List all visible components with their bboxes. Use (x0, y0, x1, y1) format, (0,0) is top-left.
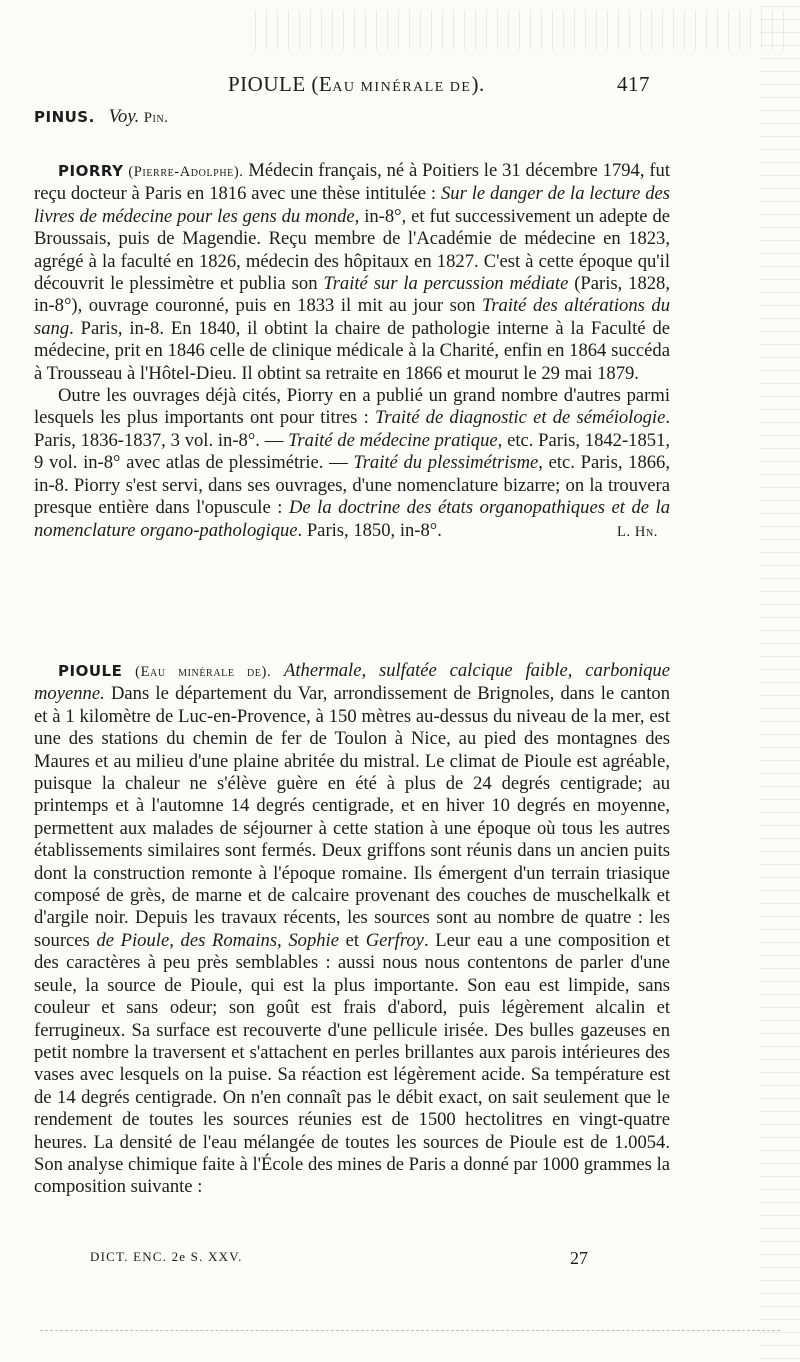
work-title: Traité du plessimétrisme (353, 452, 539, 474)
work-title: Traité de diagnostic et de séméiologie (375, 407, 666, 429)
text-run: Médecin français, né à Poitiers le 31 décembre 1794, fut reçu docteur à Paris en 1816 avec une thèse intitulée : (34, 160, 670, 205)
cross-reference-label: Voy. (108, 106, 140, 127)
headword-pioule: PIOULE (58, 662, 123, 680)
text-run: . Paris, in-8. En 1840, il obtint la chaire de pathologie interne à la Faculté de médecine, prit en 1846 celle de clinique médicale à la Charité, enfin en 1864 succéda à Trousseau à l'Hôtel-Dieu. Il obtint sa retraite en 1866 et mourut le 29 mai 1879. (34, 317, 670, 384)
entry-pioule (34, 660, 670, 1199)
cross-reference-target: Pin. (143, 110, 169, 126)
piorry-paragraph-2 (34, 385, 670, 542)
scan-noise-top (250, 10, 790, 50)
entry-pinus (34, 106, 670, 129)
gathering-number: 27 (570, 1248, 588, 1268)
piorry-paragraph-1 (34, 160, 670, 385)
headword-pinus: PINUS. (34, 108, 95, 126)
entry-piorry (34, 160, 670, 543)
scan-bottom-edge (40, 1330, 780, 1331)
scan-noise-right-edge (760, 0, 800, 1362)
text-run: (Paris, 1828, in-8°), ouvrage couronné, puis en 1833 il mit au jour son (34, 273, 670, 317)
headword-piorry: PIORRY (58, 162, 124, 180)
running-head-paren-open: (E (311, 72, 333, 96)
running-head-paren-close: ). (471, 72, 485, 96)
work-title: Traité sur la percussion médiate (323, 273, 569, 295)
signature-text: L. Hn. (616, 523, 658, 540)
running-head-smallcaps: AU MINÉRALE DE (332, 80, 472, 95)
text-run: . Paris, 1850, in-8°. (297, 519, 442, 541)
text-run: . Leur eau a une composition et des caractères à peu près semblables : aussi nous nous contentons de parler d'une seule, la source de Pioule, qui est la plus importante. Son eau est limpide, sans couleur et sans odeur; son goût est frais d'abord, puis légèrement alcalin et ferrugineux. Sa surface est recouverte d'une pellicule irisée. Des bulles gazeuses en petit nombre la traversent et s'attachent en perles brillantes aux parois intérieures des vases avec lesquels on la puise. Sa réaction est légèrement acide. Sa température est de 14 degrés centigrade. On n'en connaît pas le débit exact, on sait seulement que le rendement de toutes les sources réunies est de 1500 hectolitres en vingt-quatre heures. La densité de l'eau mélangée de toutes les sources de Pioule est de 1.0054. Son analyse chimique faite à l'École des mines de Paris a donné par 1000 grammes la composition suivante : (34, 929, 670, 1198)
work-title: Traité de médecine pratique (288, 429, 498, 451)
text-run: , etc. Paris, 1842-1851, 9 vol. in-8° avec atlas de plessimétrie. — (34, 429, 671, 474)
text-run: . Paris, 1836-1837, 3 vol. in-8°. — (34, 407, 670, 451)
piorry-full-name: (Pierre-Adolphe). (128, 164, 244, 180)
pioule-paragraph (34, 660, 670, 1199)
page-footer (90, 1248, 610, 1266)
source-names: Gerfroy (365, 929, 424, 951)
pioule-qualifier: (Eau minérale de). (135, 664, 272, 680)
text-run: Outre les ouvrages déjà cités, Piorry en a publié un grand nombre d'autres parmi lesquels les plus importants ont pour titres : (34, 385, 670, 429)
text-run: , in-8°, et fut successivement un adepte de Broussais, puis de Magendie. Reçu membre de l'Académie de médecine en 1823, agrégé à la faculté en 1826, médecin des hôpitaux en 1827. C'est à cette époque qu'il découvrit le plessimètre et publia son (34, 205, 670, 295)
pioule-classification: Athermale, sulfatée calcique faible, carbonique moyenne. (34, 660, 670, 705)
work-title: Sur le danger de la lecture des livres de médecine pour les gens du monde (34, 183, 671, 227)
signature-mark: DICT. ENC. 2e S. XXV. (90, 1249, 243, 1264)
page-number: 417 (617, 72, 650, 96)
text-run: et (338, 929, 366, 951)
text-run: , etc. Paris, 1866, in-8. Piorry s'est servi, dans ses ouvrages, d'une nomenclature bizarre; on la trouvera presque entière dans l'opuscule : (34, 452, 671, 519)
source-names: de Pioule, des Romains, Sophie (96, 929, 339, 951)
work-title: De la doctrine des états organopathiques et de la nomenclature organo-pathologique (34, 497, 670, 541)
text-run: Dans le département du Var, arrondissement de Brignoles, dans le canton et à 1 kilomètre de Luc-en-Provence, à 150 mètres au-dessus du niveau de la mer, est une des stations du chemin de fer de Toulon à Nice, au pied des montagnes des Maures et au milieu d'une plaine abritée du mistral. Le climat de Pioule est agréable, puisque la chaleur ne s'élève guère en été à plus de 24 degrés centigrade; au printemps et à l'automne 14 degrés centigrade, et en hiver 10 degrés en moyenne, permettent aux malades de séjourner à cette station à une époque où tous les autres établissements similaires sont fermés. Deux griffons sont réunis dans un ancien puits dont la construction remonte à l'époque romaine. Ils émergent d'un terrain triasique composé de grès, de marne et de calcaire provenant des couches de muschelkalk et d'argile noir. Depuis les travaux récents, les sources sont au nombre de quatre : les sources (34, 683, 670, 951)
running-head-title (228, 72, 485, 97)
running-head-word: PIOULE (228, 72, 306, 96)
work-title: Traité des altérations du sang (34, 295, 670, 339)
